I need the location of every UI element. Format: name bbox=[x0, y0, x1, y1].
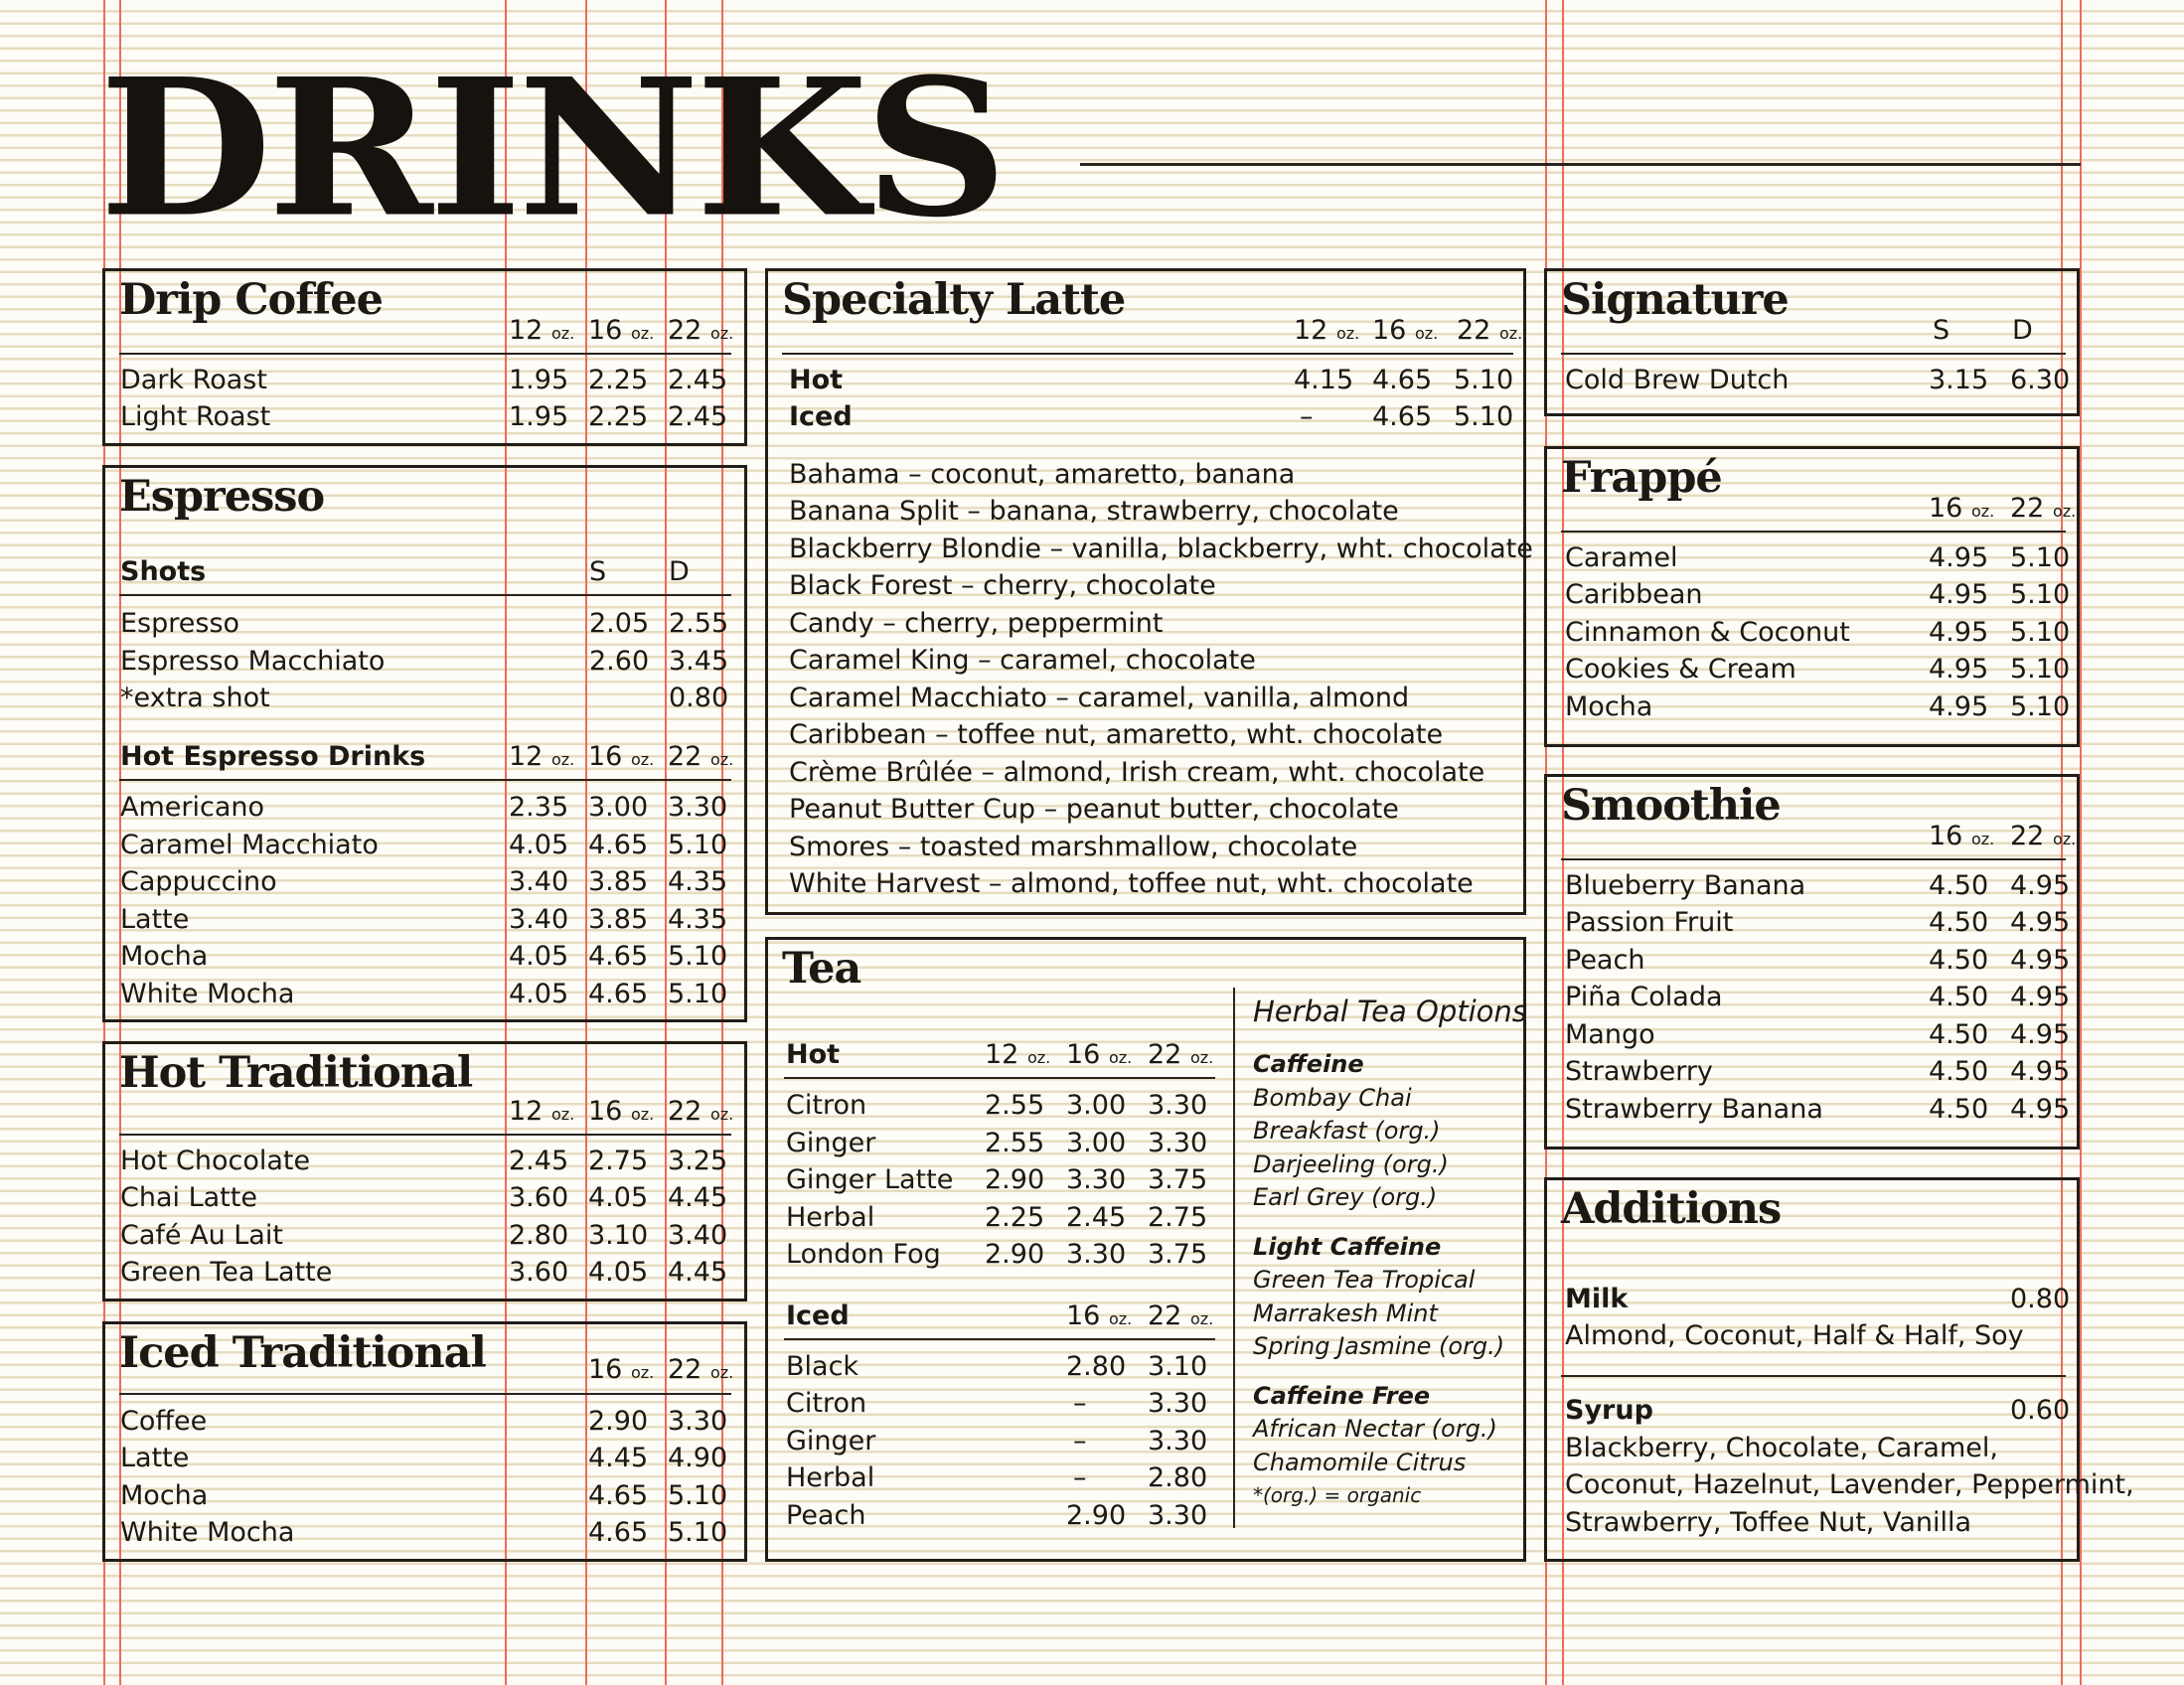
price: 3.00 bbox=[1066, 1128, 1127, 1158]
menu-item-name: White Mocha bbox=[120, 1517, 295, 1548]
size-header: 22 oz. bbox=[1457, 315, 1523, 346]
menu-item-name: Café Au Lait bbox=[120, 1220, 283, 1251]
price: 5.10 bbox=[2010, 579, 2071, 610]
price: 4.65 bbox=[588, 1480, 649, 1511]
price: 2.75 bbox=[588, 1146, 649, 1176]
price: 2.55 bbox=[985, 1090, 1045, 1121]
flavor-item: White Harvest – almond, toffee nut, wht. chocolate bbox=[789, 868, 1474, 899]
menu-item-name: Latte bbox=[120, 1443, 190, 1473]
menu-item-name: Mocha bbox=[120, 941, 209, 972]
smoothie-section bbox=[1544, 774, 2080, 1149]
price: – bbox=[1073, 1462, 1087, 1493]
price: 4.95 bbox=[2010, 1056, 2071, 1087]
price: 4.65 bbox=[588, 941, 649, 972]
signature-section bbox=[1544, 268, 2080, 416]
herbal-group-label: Caffeine bbox=[1253, 1050, 1364, 1078]
menu-item-name: Cold Brew Dutch bbox=[1565, 365, 1790, 395]
price: 3.30 bbox=[1148, 1128, 1208, 1158]
price: 4.95 bbox=[2010, 1019, 2071, 1050]
herbal-tea-item: Bombay Chai bbox=[1253, 1084, 1412, 1112]
price: 5.10 bbox=[1454, 401, 1514, 432]
subsection-label: Hot Espresso Drinks bbox=[120, 741, 426, 772]
menu-item-name: Herbal bbox=[786, 1202, 875, 1233]
price: 5.10 bbox=[2010, 617, 2071, 648]
herbal-tea-item: African Nectar (org.) bbox=[1253, 1415, 1497, 1443]
price: 4.50 bbox=[1929, 1056, 1989, 1087]
price: 5.10 bbox=[2010, 542, 2071, 573]
price: 3.40 bbox=[509, 866, 569, 897]
menu-item-name: Ginger Latte bbox=[786, 1164, 954, 1195]
menu-item-name: Ginger bbox=[786, 1426, 876, 1456]
menu-item-name: White Mocha bbox=[120, 979, 295, 1009]
price: 2.90 bbox=[588, 1406, 649, 1437]
addition-options: Almond, Coconut, Half & Half, Soy bbox=[1565, 1320, 2024, 1351]
page-title: DRINKS bbox=[99, 37, 1005, 260]
specialty-latte-section bbox=[765, 268, 1533, 915]
menu-item-name: Hot Chocolate bbox=[120, 1146, 311, 1176]
menu-item-name: Dark Roast bbox=[120, 365, 267, 395]
size-header: 16 oz. bbox=[1372, 315, 1439, 346]
menu-item-name: Latte bbox=[120, 904, 190, 935]
menu-item-name: Cinnamon & Coconut bbox=[1565, 617, 1850, 648]
menu-item-name: Ginger bbox=[786, 1128, 876, 1158]
flavor-item: Candy – cherry, peppermint bbox=[789, 608, 1164, 639]
divider bbox=[1561, 353, 2066, 355]
size-header: 22 oz. bbox=[668, 741, 734, 772]
divider bbox=[119, 1134, 731, 1136]
price: 2.80 bbox=[1148, 1462, 1208, 1493]
menu-item-name: Cookies & Cream bbox=[1565, 654, 1796, 685]
espresso-section bbox=[102, 465, 747, 1022]
menu-item-name: Strawberry Banana bbox=[1565, 1094, 1823, 1125]
price: 2.45 bbox=[509, 1146, 569, 1176]
price: 5.10 bbox=[668, 830, 728, 860]
section-title: Espresso bbox=[119, 472, 325, 522]
drip-coffee-section bbox=[102, 268, 747, 446]
menu-item-name: Light Roast bbox=[120, 401, 271, 432]
price: 4.05 bbox=[509, 979, 569, 1009]
price: 2.55 bbox=[669, 608, 729, 639]
section-title: Specialty Latte bbox=[782, 275, 1126, 325]
price: 2.90 bbox=[985, 1164, 1045, 1195]
menu-item-name: Espresso bbox=[120, 608, 240, 639]
menu-item-name: Espresso Macchiato bbox=[120, 646, 386, 677]
menu-item-name: Iced bbox=[789, 401, 853, 432]
flavor-item: Caramel Macchiato – caramel, vanilla, almond bbox=[789, 683, 1410, 713]
divider bbox=[119, 1393, 731, 1395]
size-header: 22 oz. bbox=[1148, 1301, 1214, 1331]
price: 4.05 bbox=[509, 830, 569, 860]
divider bbox=[1561, 1375, 2066, 1377]
price: 4.05 bbox=[509, 941, 569, 972]
price: 2.80 bbox=[509, 1220, 569, 1251]
price: 2.45 bbox=[1066, 1202, 1127, 1233]
price: 3.30 bbox=[1148, 1090, 1208, 1121]
price: 4.95 bbox=[2010, 907, 2071, 938]
price: 5.10 bbox=[1454, 365, 1514, 395]
size-header: 16 oz. bbox=[1066, 1301, 1133, 1331]
herbal-options-title: Herbal Tea Options bbox=[1253, 995, 1527, 1028]
size-header: 22 oz. bbox=[2010, 821, 2077, 851]
price: 3.75 bbox=[1148, 1239, 1208, 1270]
price: 3.60 bbox=[509, 1182, 569, 1213]
section-title: Frappé bbox=[1561, 453, 1722, 503]
price: 5.10 bbox=[668, 1517, 728, 1548]
price: 3.85 bbox=[588, 866, 649, 897]
menu-item-name: Mocha bbox=[120, 1480, 209, 1511]
price: 3.40 bbox=[509, 904, 569, 935]
divider bbox=[782, 353, 1513, 355]
price: 4.95 bbox=[1929, 579, 1989, 610]
price: 4.65 bbox=[1372, 401, 1433, 432]
flavor-item: Caramel King – caramel, chocolate bbox=[789, 645, 1256, 676]
price: 4.95 bbox=[2010, 870, 2071, 901]
menu-item-name: Mocha bbox=[1565, 691, 1653, 722]
price: 4.05 bbox=[588, 1182, 649, 1213]
guide-line bbox=[2080, 0, 2082, 1685]
price: 5.10 bbox=[668, 979, 728, 1009]
menu-item-name: Hot bbox=[789, 365, 844, 395]
size-header: 12 oz. bbox=[509, 741, 575, 772]
subsection-label: Iced bbox=[786, 1301, 850, 1331]
price: 3.10 bbox=[588, 1220, 649, 1251]
flavor-item: Crème Brûlée – almond, Irish cream, wht. chocolate bbox=[789, 757, 1485, 788]
herbal-tea-item: Marrakesh Mint bbox=[1253, 1300, 1438, 1327]
price: 0.80 bbox=[669, 683, 729, 713]
menu-item-name: Citron bbox=[786, 1388, 867, 1419]
price: 3.30 bbox=[1148, 1426, 1208, 1456]
section-title: Additions bbox=[1561, 1184, 1782, 1234]
addition-options: Coconut, Hazelnut, Lavender, Peppermint, bbox=[1565, 1469, 2134, 1500]
hot-traditional-section bbox=[102, 1041, 747, 1302]
herbal-group-label: Light Caffeine bbox=[1253, 1233, 1442, 1261]
herbal-tea-item: Darjeeling (org.) bbox=[1253, 1150, 1449, 1178]
herbal-tea-item: Spring Jasmine (org.) bbox=[1253, 1332, 1505, 1360]
flavor-item: Blackberry Blondie – vanilla, blackberry, wht. chocolate bbox=[789, 534, 1533, 564]
price: 4.50 bbox=[1929, 907, 1989, 938]
flavor-item: Bahama – coconut, amaretto, banana bbox=[789, 459, 1296, 490]
price: 4.50 bbox=[1929, 1019, 1989, 1050]
herbal-group-label: Caffeine Free bbox=[1253, 1382, 1431, 1410]
size-header: 12 oz. bbox=[509, 315, 575, 346]
addition-options: Blackberry, Chocolate, Caramel, bbox=[1565, 1433, 1998, 1463]
menu-item-name: Piña Colada bbox=[1565, 982, 1723, 1012]
price: 2.25 bbox=[985, 1202, 1045, 1233]
divider bbox=[119, 594, 731, 596]
price: 4.35 bbox=[668, 904, 728, 935]
price: 2.25 bbox=[588, 365, 649, 395]
price: 1.95 bbox=[509, 401, 569, 432]
price: 2.05 bbox=[589, 608, 650, 639]
tea-section bbox=[765, 937, 1526, 1562]
price: 2.25 bbox=[588, 401, 649, 432]
size-header: 16 oz. bbox=[1066, 1039, 1133, 1070]
price: 3.30 bbox=[1066, 1239, 1127, 1270]
price: 3.30 bbox=[1148, 1388, 1208, 1419]
subsection-label: Hot bbox=[786, 1039, 841, 1070]
addition-label: Syrup bbox=[1565, 1395, 1653, 1426]
price: 5.10 bbox=[668, 941, 728, 972]
price: 4.45 bbox=[668, 1182, 728, 1213]
menu-item-name: Americano bbox=[120, 792, 265, 823]
price: 2.90 bbox=[1066, 1500, 1127, 1531]
price: 4.50 bbox=[1929, 1094, 1989, 1125]
price: 3.00 bbox=[1066, 1090, 1127, 1121]
menu-item-name: Peach bbox=[786, 1500, 866, 1531]
price: 4.45 bbox=[588, 1443, 649, 1473]
price: 3.25 bbox=[668, 1146, 728, 1176]
section-title: Drip Coffee bbox=[119, 275, 383, 325]
menu-item-name: Green Tea Latte bbox=[120, 1257, 333, 1288]
title-rule bbox=[1080, 163, 2081, 166]
divider bbox=[119, 353, 731, 355]
menu-item-name: Mango bbox=[1565, 1019, 1655, 1050]
price: 4.50 bbox=[1929, 945, 1989, 976]
price: 4.65 bbox=[588, 830, 649, 860]
price: 4.95 bbox=[2010, 945, 2071, 976]
size-header: 16 oz. bbox=[588, 1096, 655, 1127]
menu-item-name: Caribbean bbox=[1565, 579, 1703, 610]
price: 4.95 bbox=[2010, 982, 2071, 1012]
price: – bbox=[1073, 1388, 1087, 1419]
price: 4.95 bbox=[1929, 691, 1989, 722]
size-header: 22 oz. bbox=[1148, 1039, 1214, 1070]
price: – bbox=[1073, 1426, 1087, 1456]
flavor-item: Smores – toasted marshmallow, chocolate bbox=[789, 832, 1358, 862]
menu-item-name: Black bbox=[786, 1351, 859, 1382]
price: 4.90 bbox=[668, 1443, 728, 1473]
size-header: S bbox=[589, 556, 607, 587]
price: 2.45 bbox=[668, 401, 728, 432]
organic-note: *(org.) = organic bbox=[1253, 1483, 1422, 1507]
size-header: D bbox=[669, 556, 690, 587]
price: 4.65 bbox=[588, 979, 649, 1009]
price: 5.10 bbox=[2010, 691, 2071, 722]
price: 3.75 bbox=[1148, 1164, 1208, 1195]
menu-item-name: Caramel Macchiato bbox=[120, 830, 379, 860]
flavor-item: Banana Split – banana, strawberry, chocolate bbox=[789, 496, 1399, 527]
menu-item-name: *extra shot bbox=[120, 683, 270, 713]
size-header: 16 oz. bbox=[588, 1354, 655, 1385]
divider bbox=[1561, 858, 2066, 860]
price: 5.10 bbox=[668, 1480, 728, 1511]
size-header: 22 oz. bbox=[668, 315, 734, 346]
size-header: 16 oz. bbox=[588, 315, 655, 346]
menu-item-name: Caramel bbox=[1565, 542, 1678, 573]
price: 2.45 bbox=[668, 365, 728, 395]
flavor-item: Black Forest – cherry, chocolate bbox=[789, 570, 1216, 601]
menu-item-name: Strawberry bbox=[1565, 1056, 1713, 1087]
additions-section bbox=[1544, 1177, 2134, 1562]
price: 4.95 bbox=[1929, 617, 1989, 648]
frappe-section bbox=[1544, 446, 2080, 747]
price: 3.30 bbox=[1066, 1164, 1127, 1195]
iced-traditional-section bbox=[102, 1321, 747, 1562]
price: 4.45 bbox=[668, 1257, 728, 1288]
herbal-tea-item: Earl Grey (org.) bbox=[1253, 1183, 1438, 1211]
menu-item-name: Chai Latte bbox=[120, 1182, 257, 1213]
size-header: S bbox=[1933, 315, 1950, 346]
section-title: Signature bbox=[1561, 275, 1789, 325]
size-header: 16 oz. bbox=[1929, 821, 1995, 851]
menu-item-name: Blueberry Banana bbox=[1565, 870, 1806, 901]
flavor-item: Peanut Butter Cup – peanut butter, chocolate bbox=[789, 794, 1399, 825]
column-divider bbox=[1233, 988, 1235, 1528]
price: 2.35 bbox=[509, 792, 569, 823]
price: 3.10 bbox=[1148, 1351, 1208, 1382]
herbal-tea-item: Green Tea Tropical bbox=[1253, 1266, 1476, 1294]
price: 4.35 bbox=[668, 866, 728, 897]
menu-item-name: Peach bbox=[1565, 945, 1645, 976]
price: 3.45 bbox=[669, 646, 729, 677]
price: 6.30 bbox=[2010, 365, 2071, 395]
price: 4.05 bbox=[588, 1257, 649, 1288]
herbal-tea-item: Chamomile Citrus bbox=[1253, 1449, 1467, 1476]
price: 3.30 bbox=[668, 1406, 728, 1437]
price: 4.65 bbox=[1372, 365, 1433, 395]
size-header: 22 oz. bbox=[2010, 493, 2077, 524]
flavor-item: Caribbean – toffee nut, amaretto, wht. chocolate bbox=[789, 719, 1444, 750]
divider bbox=[1561, 531, 2066, 533]
price: 2.75 bbox=[1148, 1202, 1208, 1233]
price: 3.15 bbox=[1929, 365, 1989, 395]
price: 2.80 bbox=[1066, 1351, 1127, 1382]
price: 0.60 bbox=[2010, 1395, 2071, 1426]
size-header: 12 oz. bbox=[509, 1096, 575, 1127]
price: 4.95 bbox=[2010, 1094, 2071, 1125]
price: 4.65 bbox=[588, 1517, 649, 1548]
price: 3.60 bbox=[509, 1257, 569, 1288]
menu-item-name: London Fog bbox=[786, 1239, 941, 1270]
size-header: D bbox=[2012, 315, 2033, 346]
section-title: Tea bbox=[782, 944, 861, 994]
section-title: Smoothie bbox=[1561, 781, 1781, 831]
price: 1.95 bbox=[509, 365, 569, 395]
divider bbox=[784, 1338, 1215, 1340]
herbal-tea-item: Breakfast (org.) bbox=[1253, 1117, 1441, 1145]
addition-label: Milk bbox=[1565, 1284, 1629, 1314]
addition-options: Strawberry, Toffee Nut, Vanilla bbox=[1565, 1507, 1972, 1538]
price: 4.95 bbox=[1929, 542, 1989, 573]
price: 0.80 bbox=[2010, 1284, 2071, 1314]
price: 4.50 bbox=[1929, 870, 1989, 901]
size-header: 12 oz. bbox=[985, 1039, 1051, 1070]
size-header: 16 oz. bbox=[1929, 493, 1995, 524]
menu-item-name: Coffee bbox=[120, 1406, 208, 1437]
menu-item-name: Passion Fruit bbox=[1565, 907, 1734, 938]
section-title: Iced Traditional bbox=[119, 1328, 486, 1378]
price: 3.30 bbox=[1148, 1500, 1208, 1531]
price: 3.85 bbox=[588, 904, 649, 935]
price: 4.95 bbox=[1929, 654, 1989, 685]
section-title: Hot Traditional bbox=[119, 1048, 473, 1098]
size-header: 16 oz. bbox=[588, 741, 655, 772]
price: 2.90 bbox=[985, 1239, 1045, 1270]
price: 4.50 bbox=[1929, 982, 1989, 1012]
price: 2.60 bbox=[589, 646, 650, 677]
menu-item-name: Herbal bbox=[786, 1462, 875, 1493]
divider bbox=[784, 1077, 1215, 1079]
subsection-label: Shots bbox=[120, 556, 207, 587]
price: 3.40 bbox=[668, 1220, 728, 1251]
size-header: 22 oz. bbox=[668, 1354, 734, 1385]
price: 2.55 bbox=[985, 1128, 1045, 1158]
size-header: 22 oz. bbox=[668, 1096, 734, 1127]
price: – bbox=[1300, 401, 1314, 432]
menu-item-name: Citron bbox=[786, 1090, 867, 1121]
price: 3.30 bbox=[668, 792, 728, 823]
price: 5.10 bbox=[2010, 654, 2071, 685]
price: 3.00 bbox=[588, 792, 649, 823]
size-header: 12 oz. bbox=[1294, 315, 1360, 346]
menu-item-name: Cappuccino bbox=[120, 866, 277, 897]
price: 4.15 bbox=[1294, 365, 1354, 395]
divider bbox=[119, 779, 731, 781]
